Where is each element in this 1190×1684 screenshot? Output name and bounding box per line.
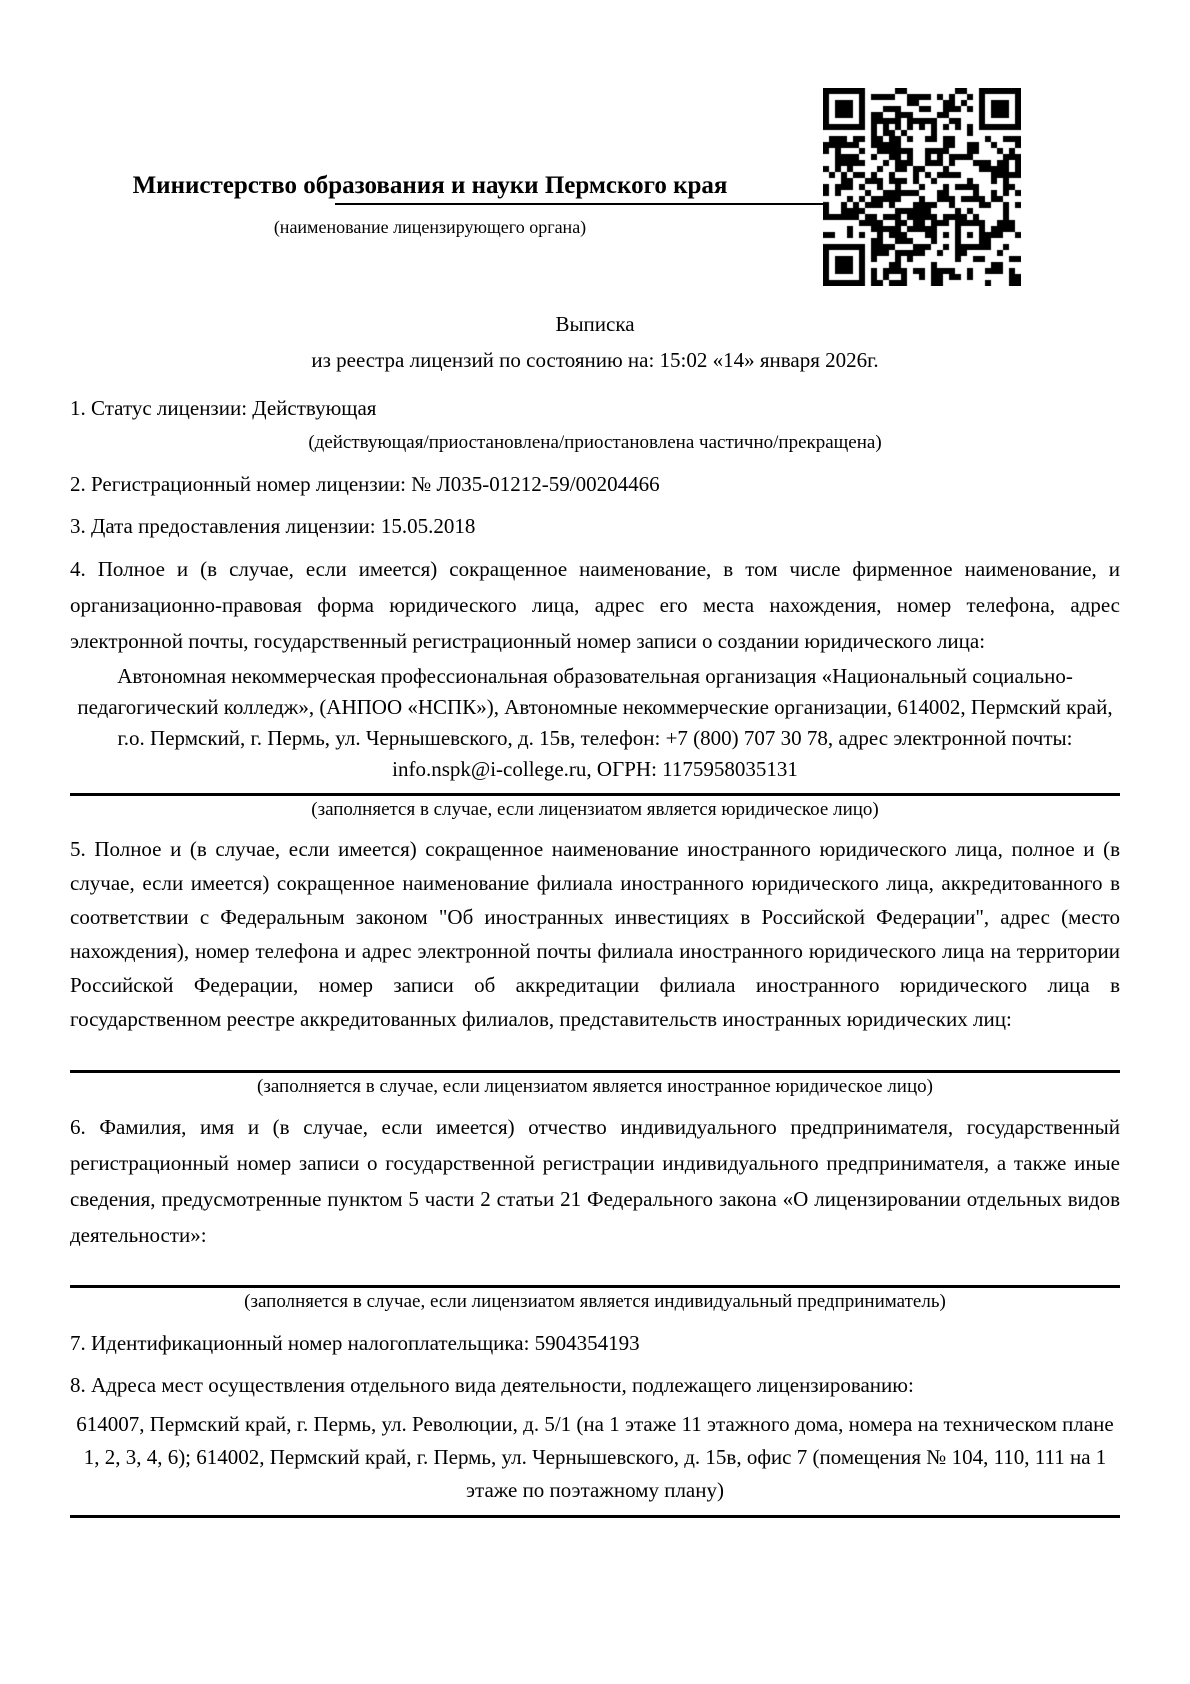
grant-date: 3. Дата предоставления лицензии: 15.05.2018 [70,514,476,538]
individual-entrepreneur-label: 6. Фамилия, имя и (в случае, если имеется) отчество индивидуального предпринимателя, государственный регистрационный номер записи о государственной регистрации индивидуального предпринимателя, а также иные сведения, предусмотренные пунктом 5 части 2 статьи 21 Федерального закона «О лицензировании отдельных видов деятельности»: [70,1115,1120,1247]
license-status-caption: (действующая/приостановлена/приостановлена частично/прекращена) [308,432,882,453]
qr-code-icon [823,88,1021,286]
legal-entity-caption: (заполняется в случае, если лицензиатом является юридическое лицо) [311,799,879,820]
legal-entity-label: 4. Полное и (в случае, если имеется) сокращенное наименование, в том числе фирменное наименование, и организационно-правовая форма юридического лица, адрес его места нахождения, номер телефона, адрес электронной почты, государственный регистрационный номер записи о создании юридического лица: [70,557,1120,653]
activity-addresses-label: 8. Адреса мест осуществления отдельного вида деятельности, подлежащего лицензированию: [70,1373,914,1397]
individual-entrepreneur-value [70,1253,1120,1279]
legal-entity-value: Автономная некоммерческая профессиональная образовательная организация «Национальный социально-педагогический колледж», (АНПОО «НСПК»), Автономные некоммерческие организации, 614002, Пермский край, г.о. Пермский, г. Пермь, ул. Чернышевского, д. 15в, телефон: +7 (800) 707 30 78, адрес электронной почты: info.nspk@i-college.ru, ОГРН: 1175958035131 [77,664,1113,781]
licensing-authority-name: Министерство образования и науки Пермского края [132,172,728,199]
separator-line [70,1285,1120,1288]
separator-line [70,793,1120,796]
authority-underline [335,203,855,205]
taxpayer-id: 7. Идентификационный номер налогоплательщика: 5904354193 [70,1331,640,1355]
separator-line [70,1070,1120,1073]
registration-number: 2. Регистрационный номер лицензии: № Л035-01212-59/00204466 [70,472,660,496]
document-subtitle: из реестра лицензий по состоянию на: 15:02 «14» января 2026г. [311,348,879,372]
foreign-entity-caption: (заполняется в случае, если лицензиатом является иностранное юридическое лицо) [257,1076,933,1097]
license-status: 1. Статус лицензии: Действующая [70,396,377,420]
foreign-entity-value [70,1036,1120,1064]
foreign-entity-label: 5. Полное и (в случае, если имеется) сокращенное наименование иностранного юридического лица, полное и (в случае, если имеется) сокращенное наименование филиала иностранного юридического лица, аккредитованного в соответствии с Федеральным законом "Об иностранных инвестициях в Российской Федерации", адрес (место нахождения), номер телефона и адрес электронной почты филиала иностранного юридического лица на территории Российской Федерации, номер записи об аккредитации филиала иностранного юридического лица в государственном реестре аккредитованных филиалов, представительств иностранных юридических лиц: [70,837,1120,1031]
separator-line [70,1515,1120,1518]
document-title: Выписка [555,312,635,336]
individual-entrepreneur-caption: (заполняется в случае, если лицензиатом является индивидуальный предприниматель) [244,1291,946,1312]
licensing-authority-caption: (наименование лицензирующего органа) [273,217,587,237]
activity-addresses-value: 614007, Пермский край, г. Пермь, ул. Революции, д. 5/1 (на 1 этаже 11 этажного дома, номера на техническом плане 1, 2, 3, 4, 6); 614002, Пермский край, г. Пермь, ул. Чернышевского, д. 15в, офис 7 (помещения № 104, 110, 111 на 1 этаже по поэтажному плану) [76,1412,1114,1502]
